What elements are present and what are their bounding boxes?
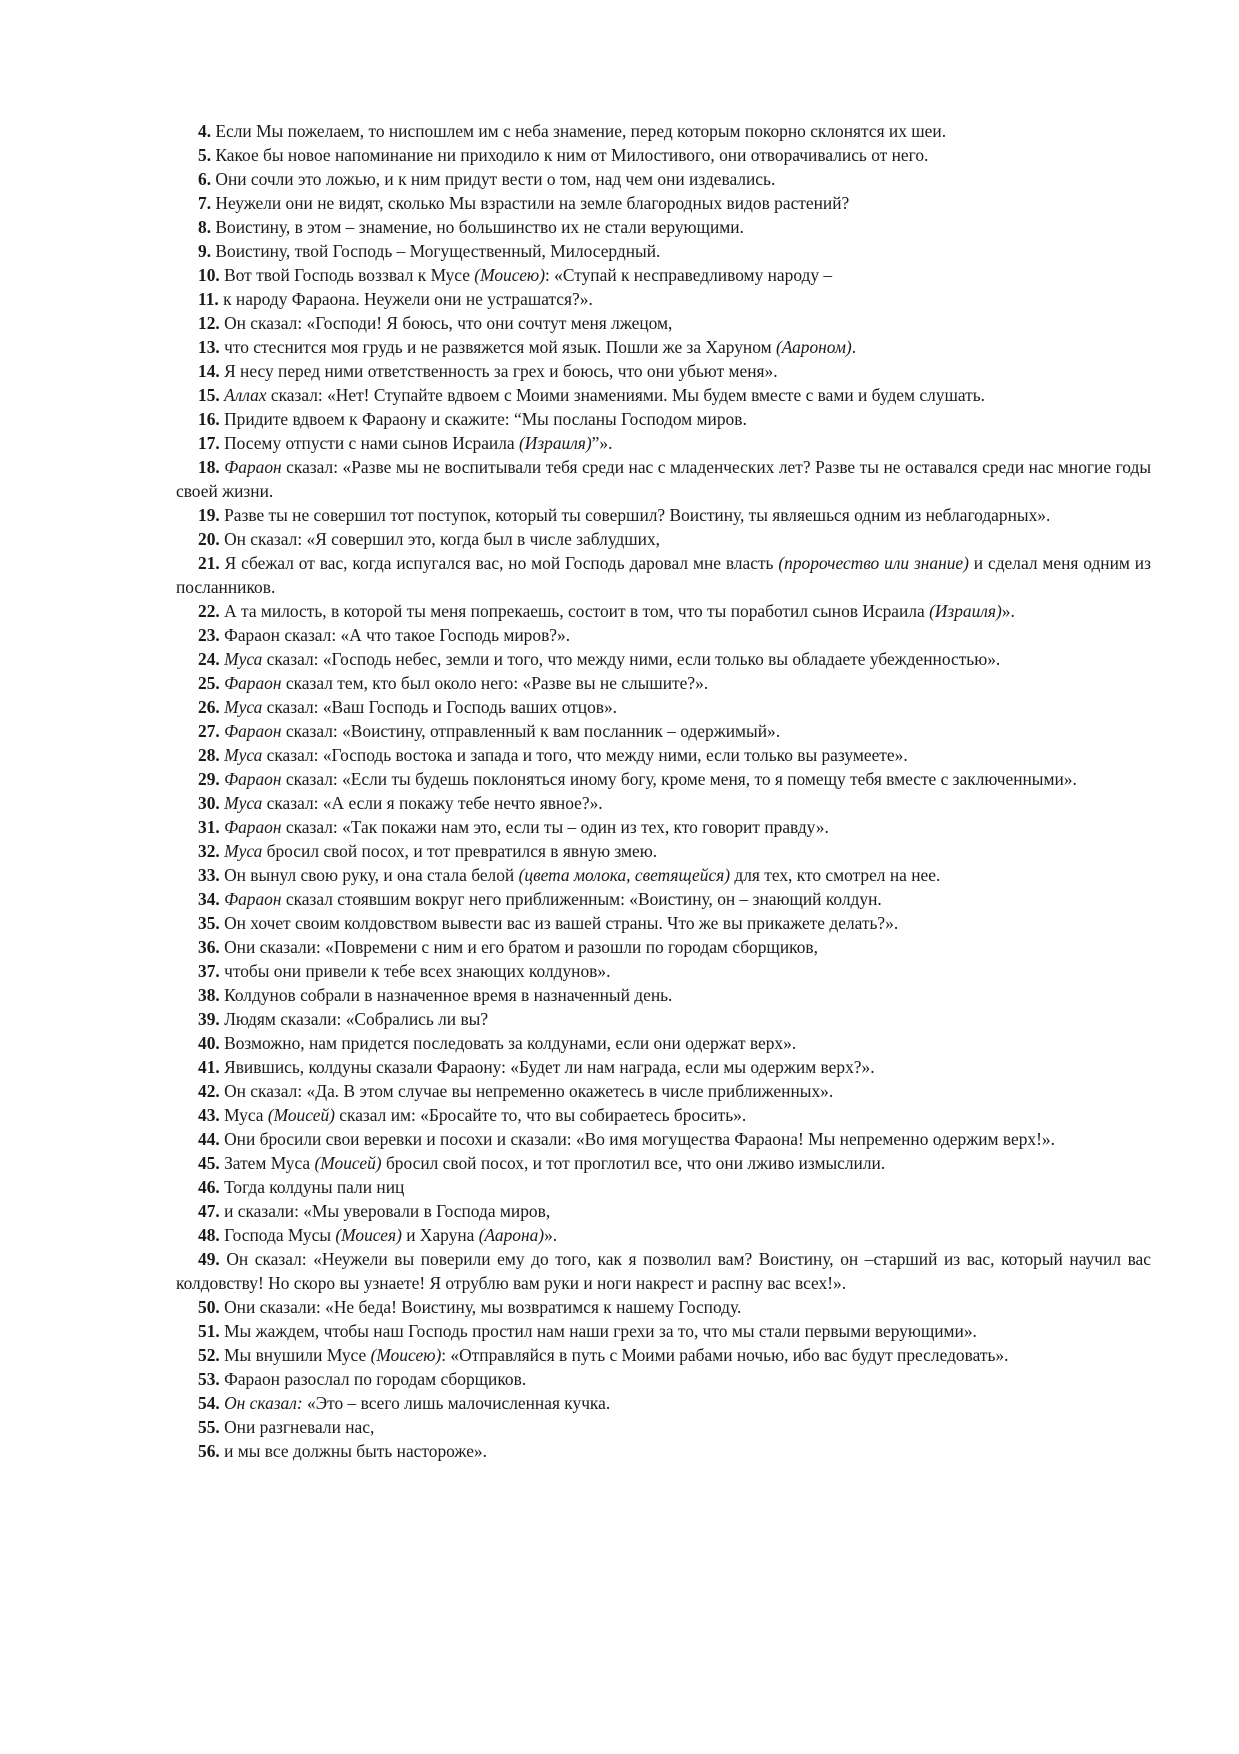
verse-text: : «Ступай к несправедливому народу – <box>544 265 833 285</box>
verse-paragraph <box>176 623 1151 647</box>
verse-number: 14. <box>198 361 220 381</box>
verse-number: 10. <box>198 265 220 285</box>
verse-text: Колдунов собрали в назначенное время в назначенный день. <box>219 985 673 1005</box>
verse-number: 43. <box>198 1105 220 1125</box>
verse-number: 17. <box>198 433 220 453</box>
verse-text: сказал тем, кто был около него: «Разве вы не слышите?». <box>281 673 709 693</box>
verse-italic-text: (Аароном) <box>775 337 852 357</box>
verse-paragraph <box>176 1247 1151 1295</box>
verse-number: 20. <box>198 529 220 549</box>
verse-number: 45. <box>198 1153 220 1173</box>
verse-text: А та милость, в которой ты меня попрекаешь, состоит в том, что ты поработил сынов Исраила <box>219 601 930 621</box>
verse-number: 52. <box>198 1345 220 1365</box>
verse-italic-text: (цвета молока, светящейся) <box>518 865 731 885</box>
verse-paragraph <box>176 263 1151 287</box>
verse-text: сказал: «Воистину, отправленный к вам посланник – одержимый». <box>281 721 781 741</box>
verse-paragraph <box>176 1007 1151 1031</box>
verse-paragraph <box>176 239 1151 263</box>
verse-text: Они разгневали нас, <box>219 1417 375 1437</box>
verse-text: ». <box>544 1225 558 1245</box>
verse-paragraph <box>176 815 1151 839</box>
verse-number: 9. <box>198 241 212 261</box>
verse-paragraph <box>176 695 1151 719</box>
document-page <box>176 119 1151 1463</box>
verse-number: 41. <box>198 1057 220 1077</box>
verse-number: 42. <box>198 1081 220 1101</box>
verse-paragraph <box>176 1343 1151 1367</box>
verse-paragraph <box>176 1295 1151 1319</box>
verse-number: 35. <box>198 913 220 933</box>
verse-paragraph <box>176 287 1151 311</box>
verse-number: 53. <box>198 1369 220 1389</box>
verse-number: 29. <box>198 769 220 789</box>
verse-paragraph <box>176 431 1151 455</box>
verse-paragraph <box>176 359 1151 383</box>
verse-italic-text: Фараон <box>224 817 282 837</box>
verse-number: 12. <box>198 313 220 333</box>
verse-number: 51. <box>198 1321 220 1341</box>
verse-text: Он сказал: «Я совершил это, когда был в числе заблудших, <box>219 529 661 549</box>
verse-text: Он сказал: «Господи! Я боюсь, что они сочтут меня лжецом, <box>219 313 673 333</box>
verse-paragraph <box>176 647 1151 671</box>
verse-italic-text: (Моисею) <box>474 265 545 285</box>
verse-italic-text: Аллах <box>224 385 267 405</box>
verse-text: Людям сказали: «Собрались ли вы? <box>219 1009 489 1029</box>
verse-text: Они сказали: «Не беда! Воистину, мы возвратимся к нашему Господу. <box>219 1297 742 1317</box>
verse-text: чтобы они привели к тебе всех знающих колдунов». <box>219 961 611 981</box>
verse-number: 11. <box>198 289 219 309</box>
verse-italic-text: Фараон <box>224 721 282 741</box>
verse-paragraph <box>176 1199 1151 1223</box>
verse-paragraph <box>176 719 1151 743</box>
verse-paragraph <box>176 887 1151 911</box>
verse-paragraph <box>176 935 1151 959</box>
verse-italic-text: (Аарона) <box>478 1225 545 1245</box>
verse-text: Воистину, твой Господь – Могущественный, Милосердный. <box>211 241 661 261</box>
verse-number: 39. <box>198 1009 220 1029</box>
verse-number: 4. <box>198 121 212 141</box>
verse-number: 26. <box>198 697 220 717</box>
verse-number: 8. <box>198 217 212 237</box>
verse-text: и мы все должны быть настороже». <box>219 1441 487 1461</box>
verse-italic-text: (Моисей) <box>267 1105 335 1125</box>
verse-text: бросил свой посох, и тот превратился в явную змею. <box>262 841 658 861</box>
verse-italic-text: Он сказал: <box>224 1393 303 1413</box>
verse-paragraph <box>176 1415 1151 1439</box>
verse-text: Мы жаждем, чтобы наш Господь простил нам наши грехи за то, что мы стали первыми верующими». <box>219 1321 977 1341</box>
verse-paragraph <box>176 1031 1151 1055</box>
verse-text: ». <box>1001 601 1015 621</box>
verse-paragraph <box>176 119 1151 143</box>
verse-text: Он сказал: «Да. В этом случае вы непременно окажетесь в числе приближенных». <box>219 1081 834 1101</box>
verse-paragraph <box>176 1175 1151 1199</box>
verse-number: 44. <box>198 1129 220 1149</box>
verse-paragraph <box>176 1391 1151 1415</box>
verse-number: 6. <box>198 169 212 189</box>
verse-paragraph <box>176 407 1151 431</box>
verse-paragraph <box>176 983 1151 1007</box>
verse-text: : «Отправляйся в путь с Моими рабами ночью, ибо вас будут преследовать». <box>441 1345 1009 1365</box>
verse-paragraph <box>176 791 1151 815</box>
verse-number: 22. <box>198 601 220 621</box>
verse-text: сказал: «Господь небес, земли и того, что между ними, если только вы обладаете убежденностью». <box>262 649 1001 669</box>
verse-paragraph <box>176 311 1151 335</box>
verse-paragraph <box>176 1151 1151 1175</box>
verse-paragraph <box>176 671 1151 695</box>
verse-text: Они сочли это ложью, и к ним придут вести о том, над чем они издевались. <box>211 169 776 189</box>
verse-number: 55. <box>198 1417 220 1437</box>
verse-text: сказал: «Так покажи нам это, если ты – один из тех, кто говорит правду». <box>281 817 829 837</box>
verse-text: Тогда колдуны пали ниц <box>219 1177 405 1197</box>
verse-italic-text: Фараон <box>224 889 282 909</box>
verse-text: Они бросили свои веревки и посохи и сказали: «Во имя могущества Фараона! Мы непременно одержим верх!». <box>219 1129 1055 1149</box>
verse-text: Фараон разослал по городам сборщиков. <box>219 1369 527 1389</box>
verse-number: 31. <box>198 817 220 837</box>
verse-number: 7. <box>198 193 212 213</box>
verse-text: Муса <box>219 1105 268 1125</box>
verse-italic-text: Фараон <box>224 457 282 477</box>
verse-number: 49. <box>198 1249 220 1269</box>
verse-text: Мы внушили Мусе <box>219 1345 371 1365</box>
verse-number: 47. <box>198 1201 220 1221</box>
verse-number: 23. <box>198 625 220 645</box>
verse-text: сказал: «Господь востока и запада и того, что между ними, если только вы разумеете». <box>262 745 908 765</box>
verse-italic-text: (Моисей) <box>314 1153 382 1173</box>
verse-number: 19. <box>198 505 220 525</box>
verse-number: 37. <box>198 961 220 981</box>
verse-italic-text: (Израиля) <box>929 601 1002 621</box>
verse-paragraph <box>176 959 1151 983</box>
verse-text: Я несу перед ними ответственность за грех и боюсь, что они убьют меня». <box>219 361 778 381</box>
verse-paragraph <box>176 551 1151 599</box>
verse-number: 34. <box>198 889 220 909</box>
verse-text: сказал: «Если ты будешь поклоняться иному богу, кроме меня, то я помещу тебя вместе с заключенными». <box>281 769 1077 789</box>
verse-paragraph <box>176 767 1151 791</box>
verse-text: Он вынул свою руку, и она стала белой <box>219 865 519 885</box>
verse-italic-text: (пророчество или знание) <box>778 553 969 573</box>
verse-text: для тех, кто смотрел на нее. <box>730 865 941 885</box>
verse-text: ”». <box>591 433 613 453</box>
verse-number: 54. <box>198 1393 220 1413</box>
verse-text: Неужели они не видят, сколько Мы взрастили на земле благородных видов растений? <box>211 193 850 213</box>
verse-paragraph <box>176 1439 1151 1463</box>
verse-number: 40. <box>198 1033 220 1053</box>
verse-text: Вот твой Господь воззвал к Мусе <box>219 265 475 285</box>
verse-text: Какое бы новое напоминание ни приходило к ним от Милостивого, они отворачивались от него. <box>211 145 929 165</box>
verse-text: Придите вдвоем к Фараону и скажите: “Мы посланы Господом миров. <box>219 409 747 429</box>
verse-paragraph <box>176 1319 1151 1343</box>
verse-number: 18. <box>198 457 220 477</box>
verse-italic-text: (Моисею) <box>370 1345 442 1365</box>
verse-number: 30. <box>198 793 220 813</box>
verse-paragraph <box>176 743 1151 767</box>
verse-paragraph <box>176 1367 1151 1391</box>
verse-paragraph <box>176 191 1151 215</box>
verse-italic-text: Муса <box>224 841 263 861</box>
verse-text: Я сбежал от вас, когда испугался вас, но мой Господь даровал мне власть <box>219 553 779 573</box>
verse-text: Они сказали: «Повремени с ним и его братом и разошли по городам сборщиков, <box>219 937 818 957</box>
verse-text: сказал: «Разве мы не воспитывали тебя среди нас с младенческих лет? Разве ты не оставался среди нас многие годы своей жизни. <box>176 457 1152 501</box>
verse-text: к народу Фараона. Неужели они не устрашатся?». <box>218 289 593 309</box>
verse-number: 28. <box>198 745 220 765</box>
verse-number: 38. <box>198 985 220 1005</box>
verse-paragraph <box>176 455 1151 503</box>
verse-number: 36. <box>198 937 220 957</box>
verse-text: Господа Мусы <box>219 1225 336 1245</box>
verse-text: Возможно, нам придется последовать за колдунами, если они одержат верх». <box>219 1033 797 1053</box>
verse-paragraph <box>176 839 1151 863</box>
verse-number: 21. <box>198 553 220 573</box>
verse-text: что стеснится моя грудь и не развяжется мой язык. Пошли же за Харуном <box>219 337 776 357</box>
verse-number: 16. <box>198 409 220 429</box>
verse-text: Он хочет своим колдовством вывести вас из вашей страны. Что же вы прикажете делать?». <box>219 913 899 933</box>
verse-text: Явившись, колдуны сказали Фараону: «Будет ли нам награда, если мы одержим верх?». <box>219 1057 875 1077</box>
verse-paragraph <box>176 1055 1151 1079</box>
verse-text: Фараон сказал: «А что такое Господь миров?». <box>219 625 571 645</box>
verse-italic-text: (Израиля) <box>518 433 592 453</box>
verse-text: «Это – всего лишь малочисленная кучка. <box>302 1393 611 1413</box>
verse-paragraph <box>176 383 1151 407</box>
verse-paragraph <box>176 167 1151 191</box>
verse-number: 15. <box>198 385 220 405</box>
verse-text: Воистину, в этом – знамение, но большинство их не стали верующими. <box>211 217 744 237</box>
verse-text: Затем Муса <box>219 1153 315 1173</box>
verse-italic-text: Фараон <box>224 769 282 789</box>
verse-text: и сделал меня одним из посланников. <box>176 553 1151 597</box>
verse-text: сказал стоявшим вокруг него приближенным: «Воистину, он – знающий колдун. <box>281 889 882 909</box>
verse-paragraph <box>176 911 1151 935</box>
verse-text: сказал: «А если я покажу тебе нечто явное?». <box>262 793 603 813</box>
verse-italic-text: (Моисея) <box>335 1225 402 1245</box>
verse-paragraph <box>176 1079 1151 1103</box>
verse-number: 48. <box>198 1225 220 1245</box>
verse-paragraph <box>176 215 1151 239</box>
verse-paragraph <box>176 1223 1151 1247</box>
verse-paragraph <box>176 863 1151 887</box>
verse-number: 46. <box>198 1177 220 1197</box>
verse-italic-text: Фараон <box>224 673 282 693</box>
verse-italic-text: Муса <box>224 697 263 717</box>
verse-text: . <box>851 337 857 357</box>
verse-text: Разве ты не совершил тот поступок, который ты совершил? Воистину, ты являешься одним из неблагодарных». <box>219 505 1051 525</box>
verse-text: сказал: «Нет! Ступайте вдвоем с Моими знамениями. Мы будем вместе с вами и будем слушать. <box>266 385 986 405</box>
verse-number: 27. <box>198 721 220 741</box>
verse-text: сказал им: «Бросайте то, что вы собираетесь бросить». <box>334 1105 747 1125</box>
verse-text: и сказали: «Мы уверовали в Господа миров, <box>219 1201 551 1221</box>
verse-paragraph <box>176 503 1151 527</box>
verse-paragraph <box>176 1127 1151 1151</box>
verse-number: 50. <box>198 1297 220 1317</box>
verse-number: 5. <box>198 145 212 165</box>
verse-number: 24. <box>198 649 220 669</box>
verse-italic-text: Муса <box>224 793 263 813</box>
verse-number: 56. <box>198 1441 220 1461</box>
verse-text: Посему отпусти с нами сынов Исраила <box>219 433 519 453</box>
verse-number: 33. <box>198 865 220 885</box>
verse-paragraph <box>176 1103 1151 1127</box>
verse-text: и Харуна <box>401 1225 479 1245</box>
verse-italic-text: Муса <box>224 745 263 765</box>
verse-number: 25. <box>198 673 220 693</box>
verse-paragraph <box>176 527 1151 551</box>
verse-italic-text: Муса <box>224 649 263 669</box>
verse-text: Если Мы пожелаем, то ниспошлем им с неба знамение, перед которым покорно склонятся их шеи. <box>211 121 947 141</box>
verse-paragraph <box>176 599 1151 623</box>
verse-paragraph <box>176 335 1151 359</box>
verse-number: 13. <box>198 337 220 357</box>
verse-paragraph <box>176 143 1151 167</box>
verse-text: Он сказал: «Неужели вы поверили ему до того, как я позволил вам? Воистину, он –старший из вас, который научил вас колдовству! Но скоро вы узнаете! Я отрублю вам руки и ноги накрест и распну вас всех!». <box>176 1249 1151 1293</box>
verse-text: сказал: «Ваш Господь и Господь ваших отцов». <box>262 697 618 717</box>
verse-number: 32. <box>198 841 220 861</box>
verse-text: бросил свой посох, и тот проглотил все, что они лживо измыслили. <box>381 1153 886 1173</box>
